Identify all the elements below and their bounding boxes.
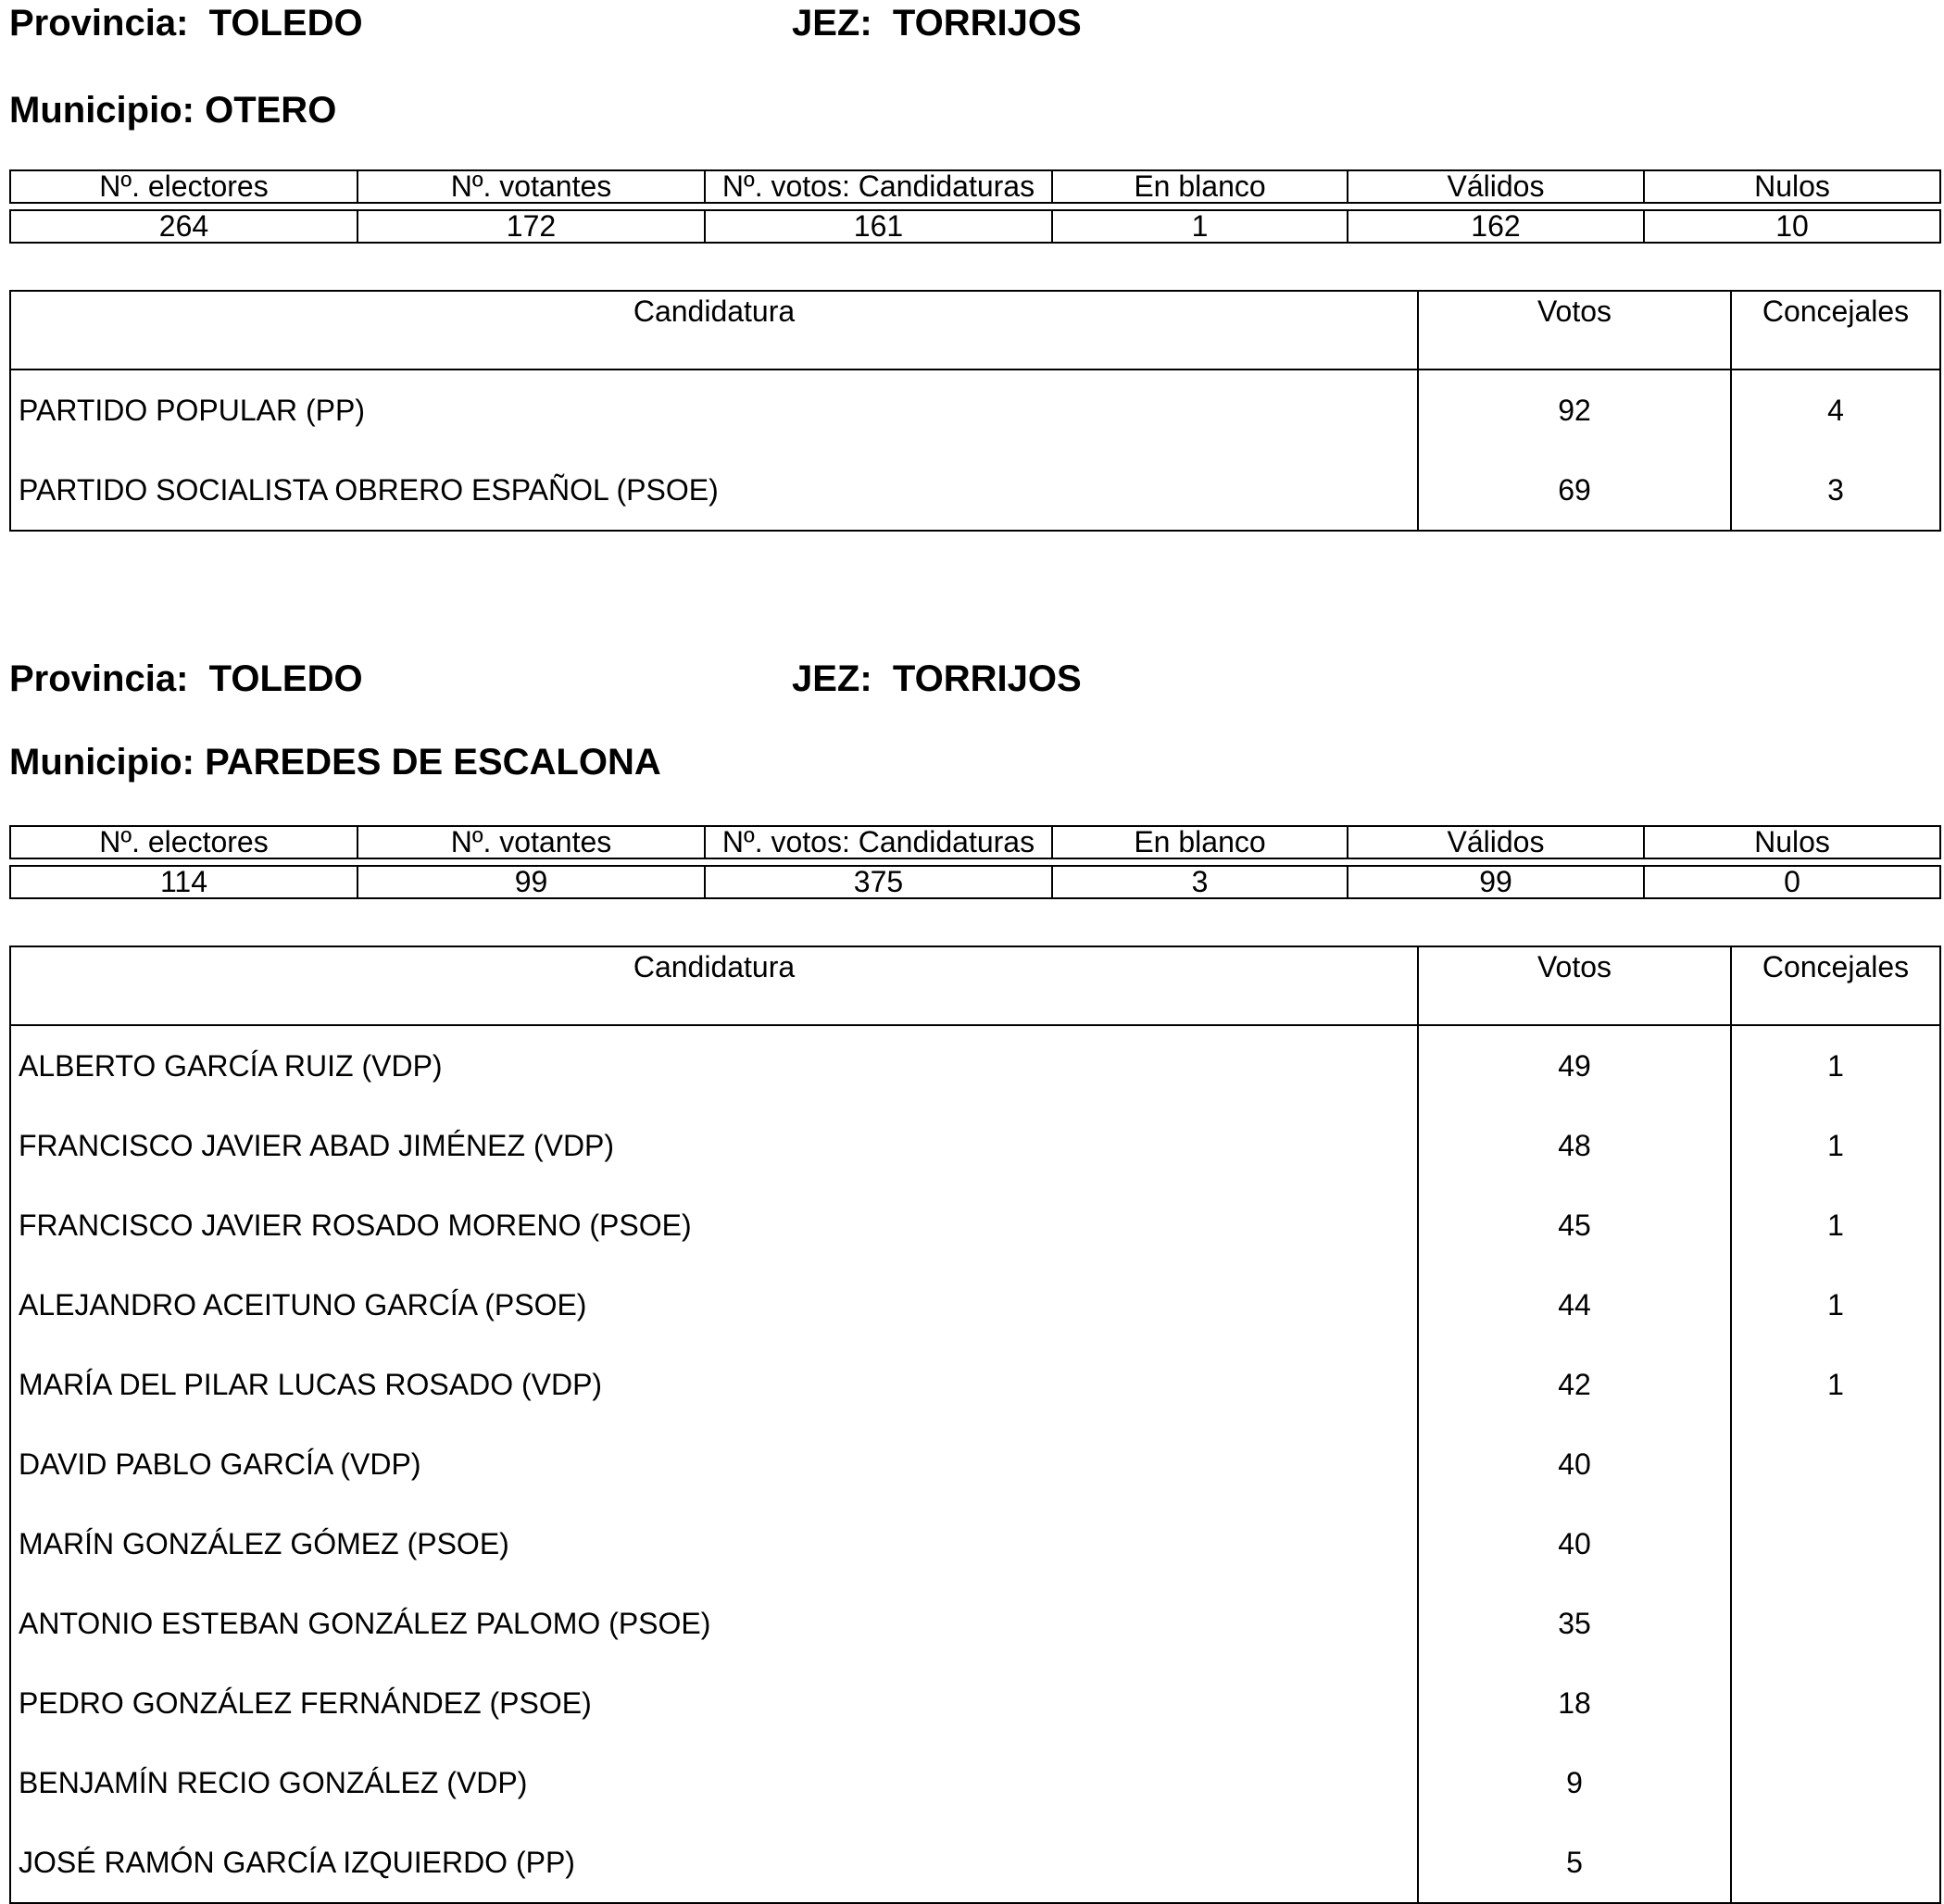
header-electores: Nº. electores [10, 170, 357, 203]
table-row [10, 1663, 1940, 1743]
candidate-name: DAVID PABLO GARCÍA (VDP) [10, 1424, 1418, 1504]
header-votantes: Nº. votantes [357, 826, 705, 858]
table-row [10, 1504, 1940, 1584]
candidates-header-row [10, 291, 1940, 370]
value-validos: 162 [1348, 210, 1644, 243]
summary-header-table [9, 825, 1941, 859]
candidate-votos: 18 [1418, 1663, 1731, 1743]
table-row [10, 1424, 1940, 1504]
candidate-votos: 5 [1418, 1823, 1731, 1903]
candidate-votos: 92 [1418, 370, 1731, 450]
candidate-name: FRANCISCO JAVIER ROSADO MORENO (PSOE) [10, 1185, 1418, 1265]
header-votos-candidaturas: Nº. votos: Candidaturas [705, 170, 1052, 203]
candidate-votos: 40 [1418, 1424, 1731, 1504]
candidate-name: ALBERTO GARCÍA RUIZ (VDP) [10, 1025, 1418, 1106]
header-votos-candidaturas: Nº. votos: Candidaturas [705, 826, 1052, 858]
value-electores: 114 [10, 866, 357, 898]
value-votos-candidaturas: 161 [705, 210, 1052, 243]
header-concejales: Concejales [1731, 291, 1940, 370]
jez-heading: JEZ: TORRIJOS [792, 3, 1082, 44]
value-validos: 99 [1348, 866, 1644, 898]
candidate-name: JOSÉ RAMÓN GARCÍA IZQUIERDO (PP) [10, 1823, 1418, 1903]
candidate-votos: 35 [1418, 1584, 1731, 1663]
candidate-votos: 9 [1418, 1743, 1731, 1823]
table-row [10, 370, 1940, 450]
header-en-blanco: En blanco [1052, 170, 1348, 203]
candidate-concejales [1731, 1504, 1940, 1584]
header-candidatura: Candidatura [10, 291, 1418, 370]
header-en-blanco: En blanco [1052, 826, 1348, 858]
value-en-blanco: 1 [1052, 210, 1348, 243]
municipio-heading: Municipio: PAREDES DE ESCALONA [9, 742, 661, 783]
summary-values-table [9, 209, 1941, 244]
municipio-heading: Municipio: OTERO [9, 90, 337, 131]
candidate-votos: 44 [1418, 1265, 1731, 1345]
table-row [10, 1025, 1940, 1106]
table-row [10, 1743, 1940, 1823]
candidate-name: BENJAMÍN RECIO GONZÁLEZ (VDP) [10, 1743, 1418, 1823]
value-nulos: 10 [1644, 210, 1940, 243]
value-votantes: 172 [357, 210, 705, 243]
candidate-name: ANTONIO ESTEBAN GONZÁLEZ PALOMO (PSOE) [10, 1584, 1418, 1663]
candidate-concejales: 3 [1731, 450, 1940, 531]
jez-heading: JEZ: TORRIJOS [792, 658, 1082, 699]
candidate-name: PARTIDO SOCIALISTA OBRERO ESPAÑOL (PSOE) [10, 450, 1418, 531]
header-votos: Votos [1418, 946, 1731, 1025]
municipio-section-otero [0, 0, 1944, 537]
provincia-heading: Provincia: TOLEDO [9, 3, 363, 44]
candidates-table [9, 290, 1941, 532]
candidate-votos: 69 [1418, 450, 1731, 531]
candidate-concejales [1731, 1823, 1940, 1903]
summary-header-row [10, 826, 1940, 858]
candidate-concejales: 1 [1731, 1345, 1940, 1424]
candidate-concejales: 1 [1731, 1265, 1940, 1345]
candidate-concejales: 1 [1731, 1185, 1940, 1265]
provincia-heading: Provincia: TOLEDO [9, 658, 363, 699]
summary-header-table [9, 169, 1941, 204]
header-validos: Válidos [1348, 170, 1644, 203]
candidate-name: MARÍN GONZÁLEZ GÓMEZ (PSOE) [10, 1504, 1418, 1584]
candidate-concejales [1731, 1424, 1940, 1504]
table-row [10, 1106, 1940, 1185]
summary-values-row [10, 210, 1940, 243]
table-row [10, 1185, 1940, 1265]
candidate-concejales [1731, 1663, 1940, 1743]
table-row [10, 450, 1940, 531]
candidate-votos: 48 [1418, 1106, 1731, 1185]
candidate-name: ALEJANDRO ACEITUNO GARCÍA (PSOE) [10, 1265, 1418, 1345]
candidates-header-row [10, 946, 1940, 1025]
header-votos: Votos [1418, 291, 1731, 370]
candidate-concejales: 1 [1731, 1106, 1940, 1185]
value-en-blanco: 3 [1052, 866, 1348, 898]
candidate-votos: 45 [1418, 1185, 1731, 1265]
candidate-concejales: 4 [1731, 370, 1940, 450]
header-nulos: Nulos [1644, 170, 1940, 203]
candidate-concejales [1731, 1584, 1940, 1663]
header-nulos: Nulos [1644, 826, 1940, 858]
summary-header-row [10, 170, 1940, 203]
table-row [10, 1265, 1940, 1345]
candidate-name: PEDRO GONZÁLEZ FERNÁNDEZ (PSOE) [10, 1663, 1418, 1743]
candidate-votos: 40 [1418, 1504, 1731, 1584]
table-row [10, 1584, 1940, 1663]
candidate-name: FRANCISCO JAVIER ABAD JIMÉNEZ (VDP) [10, 1106, 1418, 1185]
candidate-votos: 42 [1418, 1345, 1731, 1424]
candidate-concejales [1731, 1743, 1940, 1823]
value-nulos: 0 [1644, 866, 1940, 898]
candidate-concejales: 1 [1731, 1025, 1940, 1106]
header-votantes: Nº. votantes [357, 170, 705, 203]
candidate-votos: 49 [1418, 1025, 1731, 1106]
summary-values-row [10, 866, 1940, 898]
header-candidatura: Candidatura [10, 946, 1418, 1025]
value-electores: 264 [10, 210, 357, 243]
header-electores: Nº. electores [10, 826, 357, 858]
table-row [10, 1823, 1940, 1903]
table-row [10, 1345, 1940, 1424]
candidate-name: MARÍA DEL PILAR LUCAS ROSADO (VDP) [10, 1345, 1418, 1424]
candidate-name: PARTIDO POPULAR (PP) [10, 370, 1418, 450]
candidates-table [9, 946, 1941, 1904]
header-concejales: Concejales [1731, 946, 1940, 1025]
value-votantes: 99 [357, 866, 705, 898]
summary-values-table [9, 865, 1941, 899]
value-votos-candidaturas: 375 [705, 866, 1052, 898]
header-validos: Válidos [1348, 826, 1644, 858]
municipio-section-paredes-de-escalona [0, 656, 1944, 1901]
